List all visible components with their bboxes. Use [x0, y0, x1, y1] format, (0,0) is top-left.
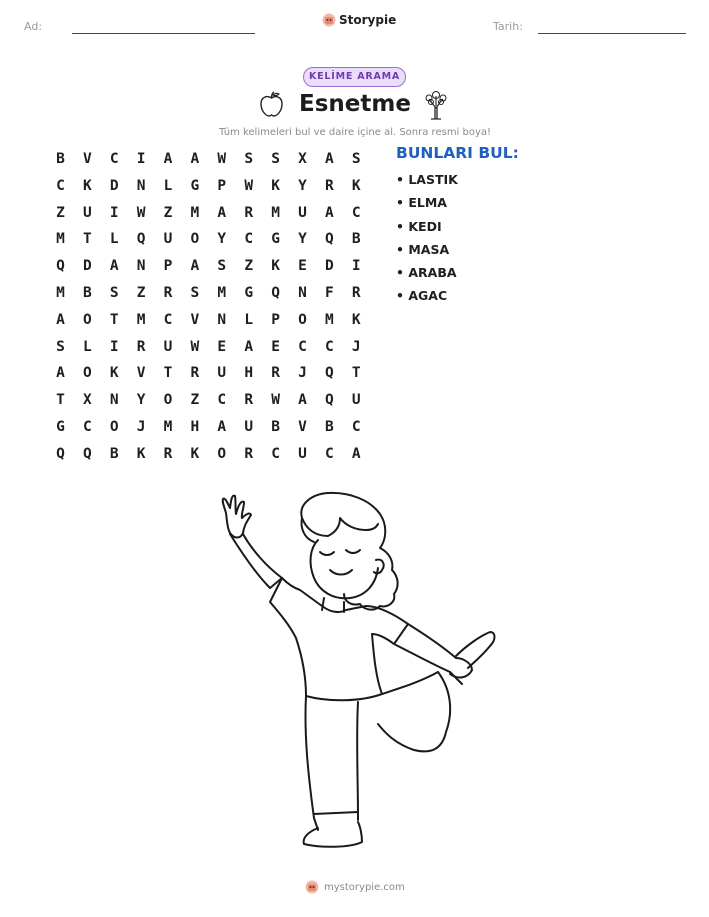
grid-letter[interactable]: A — [190, 258, 200, 275]
grid-letter[interactable]: I — [109, 204, 119, 221]
grid-letter[interactable]: J — [298, 365, 307, 382]
grid-letter[interactable]: A — [163, 151, 173, 167]
grid-letter[interactable]: K — [190, 445, 200, 462]
grid-letter[interactable]: K — [109, 365, 119, 382]
grid-letter[interactable]: C — [351, 418, 361, 435]
grid-letter[interactable]: R — [244, 204, 254, 221]
grid-letter[interactable]: I — [136, 151, 146, 167]
grid-letter[interactable]: P — [163, 258, 173, 275]
grid-letter[interactable]: K — [351, 311, 361, 328]
grid-letter[interactable]: S — [217, 258, 227, 275]
grid-letter[interactable]: G — [190, 177, 200, 194]
grid-letter[interactable]: M — [271, 204, 280, 221]
grid-letter[interactable]: T — [163, 365, 173, 382]
name-label: Ad: — [24, 20, 43, 33]
word-list-title: BUNLARI BUL: — [396, 144, 519, 162]
grid-letter[interactable]: J — [351, 338, 361, 355]
grid-letter[interactable]: Q — [271, 284, 280, 301]
grid-letter[interactable]: G — [244, 284, 254, 301]
grid-letter[interactable]: N — [109, 392, 119, 409]
grid-letter[interactable]: B — [324, 418, 334, 435]
grid-letter[interactable]: J — [136, 418, 146, 435]
grid-letter[interactable]: R — [244, 445, 254, 462]
grid-letter[interactable]: B — [351, 231, 361, 248]
grid-letter[interactable]: T — [82, 231, 92, 248]
grid-letter[interactable]: I — [109, 338, 119, 355]
grid-letter[interactable]: C — [244, 231, 254, 248]
grid-letter[interactable]: Q — [56, 258, 65, 275]
grid-row — [47, 387, 370, 414]
grid-letter[interactable]: U — [298, 204, 307, 221]
grid-letter[interactable]: O — [298, 311, 307, 328]
grid-letter[interactable]: L — [82, 338, 92, 355]
grid-letter[interactable]: U — [163, 231, 173, 248]
grid-letter[interactable]: Q — [324, 231, 334, 248]
grid-letter[interactable]: C — [351, 204, 361, 221]
tree-icon — [424, 90, 448, 120]
grid-letter[interactable]: U — [163, 338, 173, 355]
grid-letter[interactable]: K — [271, 177, 280, 194]
grid-letter[interactable]: G — [271, 231, 280, 248]
grid-letter[interactable]: W — [217, 151, 227, 167]
grid-letter[interactable]: N — [136, 177, 146, 194]
grid-row — [47, 226, 370, 253]
grid-letter[interactable]: Y — [217, 231, 227, 248]
date-line — [538, 33, 686, 34]
grid-letter[interactable]: X — [298, 151, 307, 167]
grid-letter[interactable]: Y — [298, 177, 307, 194]
grid-letter[interactable]: S — [271, 151, 280, 167]
grid-letter[interactable]: T — [109, 311, 119, 328]
grid-letter[interactable]: C — [271, 445, 280, 462]
grid-row — [47, 334, 370, 361]
grid-letter[interactable]: S — [351, 151, 361, 167]
grid-letter[interactable]: T — [56, 392, 65, 409]
letter-grid — [47, 146, 370, 468]
word-item: • AGAC — [396, 288, 448, 304]
grid-letter[interactable]: N — [217, 311, 227, 328]
footer — [305, 880, 405, 894]
word-item: • MASA — [396, 241, 450, 257]
grid-letter[interactable]: X — [82, 392, 92, 409]
stretching-girl-illustration — [210, 488, 500, 853]
grid-letter[interactable]: U — [351, 392, 361, 409]
grid-letter[interactable]: M — [324, 311, 334, 328]
page-title: Esnetme — [299, 91, 411, 117]
grid-row — [47, 173, 370, 200]
grid-letter[interactable]: B — [271, 418, 280, 435]
grid-letter[interactable]: H — [190, 418, 200, 435]
grid-letter[interactable]: A — [244, 338, 254, 355]
grid-row — [47, 146, 370, 173]
grid-letter[interactable]: N — [298, 284, 307, 301]
word-item: • ARABA — [396, 265, 457, 281]
word-item: • KEDI — [396, 218, 442, 234]
grid-letter[interactable]: R — [163, 445, 173, 462]
grid-letter[interactable]: T — [351, 365, 361, 382]
grid-letter[interactable]: A — [190, 151, 200, 167]
grid-letter[interactable]: B — [109, 445, 119, 462]
grid-letter[interactable]: Y — [298, 231, 307, 248]
grid-letter[interactable]: O — [82, 365, 92, 382]
grid-letter[interactable]: C — [163, 311, 173, 328]
grid-letter[interactable]: K — [82, 177, 92, 194]
grid-letter[interactable]: Z — [56, 204, 65, 221]
grid-letter[interactable]: E — [298, 258, 307, 275]
grid-letter[interactable]: V — [298, 418, 307, 435]
grid-letter[interactable]: D — [82, 258, 92, 275]
grid-letter[interactable]: Q — [56, 445, 65, 462]
grid-letter[interactable]: E — [271, 338, 280, 355]
grid-letter[interactable]: P — [271, 311, 280, 328]
grid-letter[interactable]: U — [82, 204, 92, 221]
word-list — [396, 172, 458, 312]
grid-letter[interactable]: F — [324, 284, 334, 301]
storypie-logo-icon — [322, 13, 336, 27]
grid-row — [47, 280, 370, 307]
grid-letter[interactable]: A — [109, 258, 119, 275]
brand-header — [322, 13, 396, 27]
date-label: Tarih: — [493, 20, 523, 33]
grid-letter[interactable]: A — [324, 151, 334, 167]
grid-letter[interactable]: C — [298, 338, 307, 355]
grid-letter[interactable]: A — [351, 445, 361, 462]
grid-letter[interactable]: W — [190, 338, 200, 355]
grid-letter[interactable]: W — [244, 177, 254, 194]
grid-letter[interactable]: W — [271, 392, 280, 409]
grid-letter[interactable]: K — [351, 177, 361, 194]
grid-letter[interactable]: R — [190, 365, 200, 382]
grid-letter[interactable]: Z — [190, 392, 200, 409]
grid-letter[interactable]: Q — [324, 392, 334, 409]
grid-row — [47, 200, 370, 227]
grid-letter[interactable]: R — [136, 338, 146, 355]
grid-letter[interactable]: D — [109, 177, 119, 194]
grid-letter[interactable]: R — [271, 365, 280, 382]
grid-letter[interactable]: L — [244, 311, 254, 328]
grid-letter[interactable]: B — [56, 151, 65, 167]
grid-letter[interactable]: S — [244, 151, 254, 167]
grid-letter[interactable]: L — [109, 231, 119, 248]
grid-letter[interactable]: C — [324, 338, 334, 355]
grid-letter[interactable]: M — [163, 418, 173, 435]
grid-letter[interactable]: K — [136, 445, 146, 462]
grid-letter[interactable]: U — [244, 418, 254, 435]
grid-letter[interactable]: V — [190, 311, 200, 328]
storypie-logo-icon — [305, 880, 319, 894]
grid-letter[interactable]: S — [109, 284, 119, 301]
grid-letter[interactable]: C — [217, 392, 227, 409]
grid-letter[interactable]: O — [217, 445, 227, 462]
grid-letter[interactable]: S — [56, 338, 65, 355]
grid-letter[interactable]: M — [136, 311, 146, 328]
grid-letter[interactable]: L — [163, 177, 173, 194]
grid-letter[interactable]: R — [351, 284, 361, 301]
grid-letter[interactable]: C — [324, 445, 334, 462]
grid-letter[interactable]: A — [217, 204, 227, 221]
grid-letter[interactable]: Q — [82, 445, 92, 462]
grid-letter[interactable]: M — [217, 284, 227, 301]
grid-letter[interactable]: C — [56, 177, 65, 194]
name-line — [72, 33, 255, 34]
word-item: • LASTIK — [396, 172, 458, 187]
grid-letter[interactable]: Z — [163, 204, 173, 221]
grid-letter[interactable]: H — [244, 365, 254, 382]
grid-letter[interactable]: R — [163, 284, 173, 301]
grid-letter[interactable]: I — [351, 258, 361, 275]
grid-letter[interactable]: P — [217, 177, 227, 194]
grid-letter[interactable]: A — [217, 418, 227, 435]
grid-letter[interactable]: W — [136, 204, 146, 221]
grid-letter[interactable]: Q — [324, 365, 334, 382]
instructions: Tüm kelimeleri bul ve daire içine al. Sonra resmi boya! — [218, 127, 492, 138]
grid-letter[interactable]: A — [56, 365, 65, 382]
grid-letter[interactable]: N — [136, 258, 146, 275]
grid-letter[interactable]: R — [244, 392, 254, 409]
grid-row — [47, 414, 370, 441]
brand-name: Storypie — [339, 13, 397, 27]
grid-letter[interactable]: G — [56, 418, 65, 435]
grid-letter[interactable]: M — [56, 231, 65, 248]
grid-letter[interactable]: O — [163, 392, 173, 409]
grid-letter[interactable]: R — [324, 177, 334, 194]
word-item: • ELMA — [396, 195, 447, 211]
grid-letter[interactable]: Z — [244, 258, 254, 275]
activity-badge: KELİME ARAMA — [303, 67, 406, 87]
grid-row — [47, 253, 370, 280]
grid-letter[interactable]: O — [82, 311, 92, 328]
grid-letter[interactable]: S — [190, 284, 200, 301]
grid-letter[interactable]: E — [217, 338, 227, 355]
grid-letter[interactable]: U — [217, 365, 227, 382]
grid-letter[interactable]: Q — [136, 231, 146, 248]
grid-letter[interactable]: K — [271, 258, 280, 275]
grid-letter[interactable]: Y — [136, 392, 146, 409]
grid-letter[interactable]: V — [136, 365, 146, 382]
grid-letter[interactable]: D — [324, 258, 334, 275]
grid-letter[interactable]: C — [82, 418, 92, 435]
grid-row — [47, 307, 370, 334]
footer-url[interactable]: mystorypie.com — [324, 881, 405, 893]
grid-letter[interactable]: C — [109, 151, 119, 167]
grid-row — [47, 441, 370, 468]
grid-letter[interactable]: O — [190, 231, 200, 248]
grid-letter[interactable]: V — [82, 151, 92, 167]
grid-letter[interactable]: U — [298, 445, 307, 462]
grid-letter[interactable]: M — [190, 204, 200, 221]
grid-letter[interactable]: Z — [136, 284, 146, 301]
grid-letter[interactable]: B — [82, 284, 92, 301]
grid-letter[interactable]: O — [109, 418, 119, 435]
grid-letter[interactable]: M — [56, 284, 65, 301]
grid-letter[interactable]: A — [324, 204, 334, 221]
grid-row — [47, 360, 370, 387]
grid-letter[interactable]: A — [298, 392, 307, 409]
grid-letter[interactable]: A — [56, 311, 65, 328]
